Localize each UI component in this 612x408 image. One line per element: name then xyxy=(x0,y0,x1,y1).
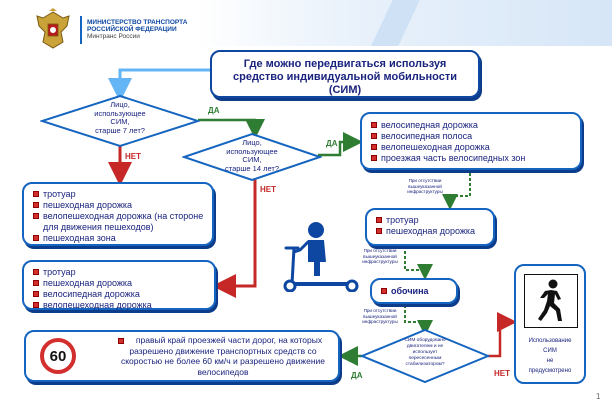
note3-line-3: инфраструктуры xyxy=(362,319,398,325)
q2-line-3: СИМ, xyxy=(242,155,262,164)
q2-line-4: старше 14 лет? xyxy=(224,163,280,173)
ped-line-4: предусмотрено xyxy=(528,368,572,374)
road-edge-box xyxy=(24,330,340,382)
page-number: 1 xyxy=(596,392,601,401)
speed-limit-sign-icon xyxy=(40,338,76,374)
ped-line-2: СИМ xyxy=(543,348,557,354)
note2-line-2: вышеуказанной xyxy=(363,253,397,259)
note3-line-1: При отсутствии xyxy=(363,308,397,313)
arrow-q2-no xyxy=(218,178,255,286)
title-box xyxy=(210,50,480,98)
pedestrian-sign-icon xyxy=(524,274,578,328)
title-line-2: средство индивидуальной мобильности xyxy=(232,71,457,83)
age7-14-item: пешеходная дорожка xyxy=(32,278,206,289)
note2-line-1: При отсутствии xyxy=(363,248,397,253)
ministry-line-1: МИНИСТЕРСТВО ТРАНСПОРТА xyxy=(87,19,188,26)
q2-yes-label: ДА xyxy=(326,139,338,148)
bike-item: велосипедная дорожка xyxy=(370,120,572,131)
sidewalk-box xyxy=(365,208,495,246)
q3-line-3: использует xyxy=(412,350,438,355)
q3-line-2: двигателем и не xyxy=(406,344,444,349)
age7-14-item: велопешеходная дорожка xyxy=(32,300,206,311)
arrow-q2-yes xyxy=(318,142,358,155)
q1-line-2: использующее xyxy=(94,108,146,118)
road-edge-text: правый край проезжей части дорог, на которых разрешено движение транспортных средств со скоростью не более 60 км/ч и разрешено движение велосипедов xyxy=(120,335,325,377)
bike-item: велопешеходная дорожка xyxy=(370,142,572,153)
sidewalk-item: пешеходная дорожка xyxy=(375,226,485,237)
bike-item: проезжая часть велосипедных зон xyxy=(370,153,572,164)
age7-14-item: тротуар xyxy=(32,267,206,278)
note1-line-2: вышеуказанной xyxy=(408,183,442,189)
note-no-infrastructure-1 xyxy=(395,178,455,195)
note1-line-3: инфраструктуры xyxy=(407,189,443,195)
note2-line-3: инфраструктуры xyxy=(362,259,398,265)
arrow-title-to-q1 xyxy=(120,70,210,96)
ministry-line-2: РОССИЙСКОЙ ФЕДЕРАЦИИ xyxy=(87,26,177,33)
shoulder-box xyxy=(370,278,458,304)
age7-14-places-box xyxy=(22,260,216,310)
question-motor-text xyxy=(395,338,455,368)
sidewalk-item: тротуар xyxy=(375,215,485,226)
shoulder-item: обочина xyxy=(380,286,448,297)
title-line-1: Где можно передвигаться используя xyxy=(243,58,447,70)
age7-14-item: велосипедная дорожка xyxy=(32,289,206,300)
q2-line-1: Лицо, xyxy=(242,138,262,147)
q2-line-2: использующее xyxy=(226,146,278,156)
speed-limit-value: 60 xyxy=(49,347,67,365)
under7-item: пешеходная дорожка xyxy=(32,200,204,211)
q1-line-4: старше 7 лет? xyxy=(95,125,145,135)
q1-yes-label: ДА xyxy=(208,106,220,115)
under7-item: пешеходная зона xyxy=(32,233,204,244)
note-no-infrastructure-3 xyxy=(350,308,410,325)
kid-on-scooter-icon xyxy=(272,222,362,292)
under7-item: велопешеходная дорожка (на стороне для движения пешеходов) xyxy=(32,211,204,233)
title-line-3: (СИМ) xyxy=(328,84,362,96)
arrow-q3-no xyxy=(488,322,512,356)
bike-infrastructure-box xyxy=(360,112,582,170)
question-age7-text xyxy=(80,101,160,135)
under7-places-box xyxy=(22,182,214,246)
pedestrian-caption xyxy=(516,336,584,376)
ped-line-1: Использование xyxy=(528,338,572,344)
q1-line-3: СИМ, xyxy=(110,117,130,126)
q3-yes-label: ДА xyxy=(351,371,363,380)
q1-line-1: Лицо, xyxy=(110,100,130,109)
question-age14-text xyxy=(212,139,292,173)
q1-no-label: НЕТ xyxy=(125,152,141,161)
q3-line-1: СИМ оборудовано xyxy=(404,338,446,343)
q3-line-4: пересесенным xyxy=(408,356,442,361)
q2-no-label: НЕТ xyxy=(260,185,276,194)
note1-line-1: При отсутствии xyxy=(408,178,442,183)
ped-line-3: не xyxy=(546,358,554,364)
note3-line-2: вышеуказанной xyxy=(363,313,397,319)
under7-item: тротуар xyxy=(32,189,204,200)
q3-line-5: стабилизатором? xyxy=(405,362,445,367)
ministry-short: Минтранс России xyxy=(87,33,140,40)
q3-no-label: НЕТ xyxy=(494,369,510,378)
pedestrian-box xyxy=(514,264,586,384)
bike-item: велосипедная полоса xyxy=(370,131,572,142)
